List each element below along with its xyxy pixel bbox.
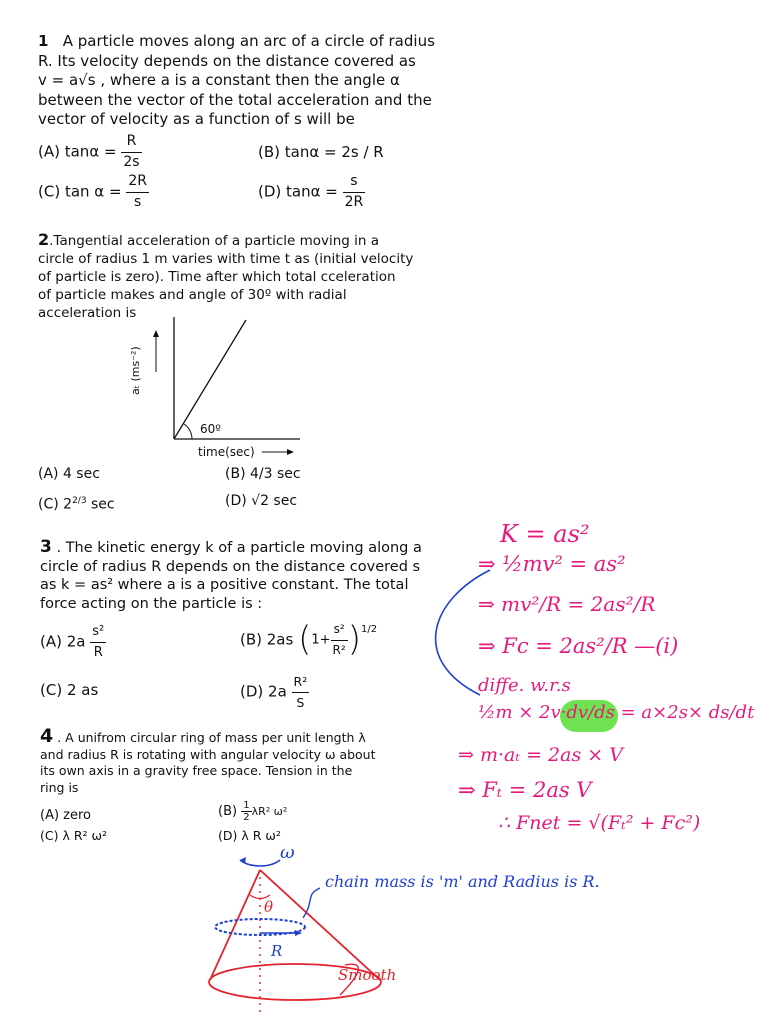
q4-line-4: ring is [40, 779, 79, 795]
q3-option-a-fraction: $\frac{\text{s²}}{R}$ [92, 624, 105, 660]
q1-line-5: vector of velocity as a function of s will be [38, 110, 355, 128]
note-arrow [303, 888, 320, 918]
q3-number: 3 [40, 537, 52, 557]
q2-line-2: circle of radius 1 m varies with time t as (initial velocity [38, 251, 414, 267]
q2-line-3: of particle is zero). Time after which total cceleration [38, 269, 396, 285]
q2-graph-ylabel: aₜ (ms⁻²) [129, 346, 142, 395]
q4-number: 4 [40, 725, 54, 747]
q3-option-d[interactable]: (D) 2a $\frac{\text{R²}}{S}$ [240, 672, 309, 712]
omega-arrow [240, 860, 280, 866]
q3-option-b-fraction: $\frac{\text{s²}}{\text{R²}}$ [332, 622, 346, 657]
hw-blue-curve-path [436, 570, 490, 695]
q1-option-d[interactable]: (D) tanα = $\frac{s}{2R}$ [258, 172, 365, 212]
q4-option-a[interactable]: (A) zero [40, 808, 92, 823]
q3-option-b-close-paren: ) [347, 619, 361, 660]
q2-graph-y-arrowhead [153, 330, 159, 337]
question-4 [40, 725, 420, 796]
q1-option-a[interactable]: (A) tanα = $\frac{R}{2s}$ [38, 132, 142, 172]
q3-option-d-fraction: $\frac{\text{R²}}{S}$ [293, 674, 308, 710]
hw-line-5: diffe. w.r.s [478, 675, 571, 696]
q1-line-3: v = a√s , where a is a constant then the angle α [38, 71, 400, 89]
q2-graph-x-arrowhead [287, 449, 294, 455]
q4-line-3: its own axis in a gravity free space. Tension in the [40, 763, 353, 778]
q3-option-b-open-paren: ( [298, 619, 312, 660]
q3-line-2: circle of radius R depends on the distance covered s [40, 558, 421, 575]
q2-graph-angle-arc [184, 424, 192, 439]
q3-option-b[interactable]: (B) 2as (1+ $\frac{\text{s²}}{\text{R²}}$ )$^{1/2}$ [240, 619, 378, 660]
q1-option-a-fraction: $\frac{R}{2s}$ [123, 133, 140, 170]
q1-line-2: R. Its velocity depends on the distance covered as [38, 51, 416, 70]
q3-option-a[interactable]: (A) 2a $\frac{\text{s²}}{R}$ [40, 622, 106, 662]
hw-line-9: ∴ Fnet = √(Fₜ² + Fc²) [498, 812, 701, 834]
q2-graph-angle-label: 60º [200, 422, 221, 436]
hw-line-8: ⇒ Fₜ = 2as V [458, 778, 592, 802]
q1-number: 1 [38, 32, 49, 50]
q4-line-1: 4 . A unifrom circular ring of mass per unit length λ [40, 725, 366, 747]
cone-diagram [195, 840, 415, 1020]
q2-option-a[interactable]: (A) 4 sec [38, 466, 100, 482]
smooth-label: Smooth [338, 966, 397, 984]
q1-option-c-fraction: $\frac{2R}{s}$ [128, 173, 147, 210]
hw-line-1: K = as² [500, 520, 590, 548]
q2-option-b[interactable]: (B) 4/3 sec [225, 466, 301, 482]
hw-line-4: ⇒ Fc = 2as²/R —(i) [478, 634, 679, 658]
chain-note: chain mass is 'm' and Radius is R. [325, 872, 600, 891]
q1-option-d-fraction: $\frac{s}{2R}$ [344, 173, 364, 210]
q1-option-c[interactable]: (C) tan α = $\frac{2R}{s}$ [38, 172, 149, 212]
q4-option-c[interactable]: (C) λ R² ω² [40, 828, 107, 843]
question-1 [38, 32, 478, 130]
q3-line-3: as k = as² where a is a positive constant. The total [40, 577, 409, 593]
q3-line-1: 3 . The kinetic energy k of a particle moving along a [40, 537, 422, 557]
hw-line-6: ½m × 2v·dv/ds = a×2s× ds/dt [478, 702, 755, 723]
cone-theta-label: θ [264, 898, 274, 916]
q4-option-d[interactable]: (D) λ R ω² [218, 828, 281, 843]
question-3 [40, 538, 470, 613]
q2-line-4: of particle makes and angle of 30º with radial [38, 287, 347, 303]
q2-option-c[interactable]: (C) $2^{2/3}$ sec [38, 496, 115, 513]
q3-option-c[interactable]: (C) 2 as [40, 681, 99, 699]
q2-graph [140, 312, 310, 462]
q2-graph-xlabel: time(sec) [198, 445, 255, 459]
q4-option-b-fraction: $\frac{1}{2}$ [243, 800, 250, 823]
q3-line-4: force acting on the particle is : [40, 595, 263, 612]
question-2 [38, 231, 438, 322]
hw-line-7: ⇒ m·aₜ = 2as × V [458, 744, 623, 766]
cone-r-label: R [271, 942, 283, 960]
q2-number: 2 [38, 230, 50, 249]
q4-line-2: and radius R is rotating with angular velocity ω about [40, 746, 376, 762]
hw-blue-curve [410, 560, 500, 710]
q4-option-b[interactable]: (B) $\frac{1}{2}$ λR² ω² [218, 800, 288, 823]
q2-option-d[interactable]: (D) √2 sec [225, 493, 298, 509]
cone-omega-label: ω [280, 842, 295, 863]
hw-line-2: ⇒ ½mv² = as² [478, 552, 626, 576]
q1-line-4: between the vector of the total acceleration and the [38, 90, 432, 109]
q1-option-b[interactable]: (B) tanα = 2s / R [258, 143, 384, 161]
q1-line-1: 1 A particle moves along an arc of a circle of radius [38, 32, 435, 50]
q2-line-5: acceleration is [38, 305, 137, 321]
hw-line-3: ⇒ mv²/R = 2as²/R [478, 592, 656, 616]
q2-line-1: 2.Tangential acceleration of a particle moving in a [38, 230, 380, 249]
